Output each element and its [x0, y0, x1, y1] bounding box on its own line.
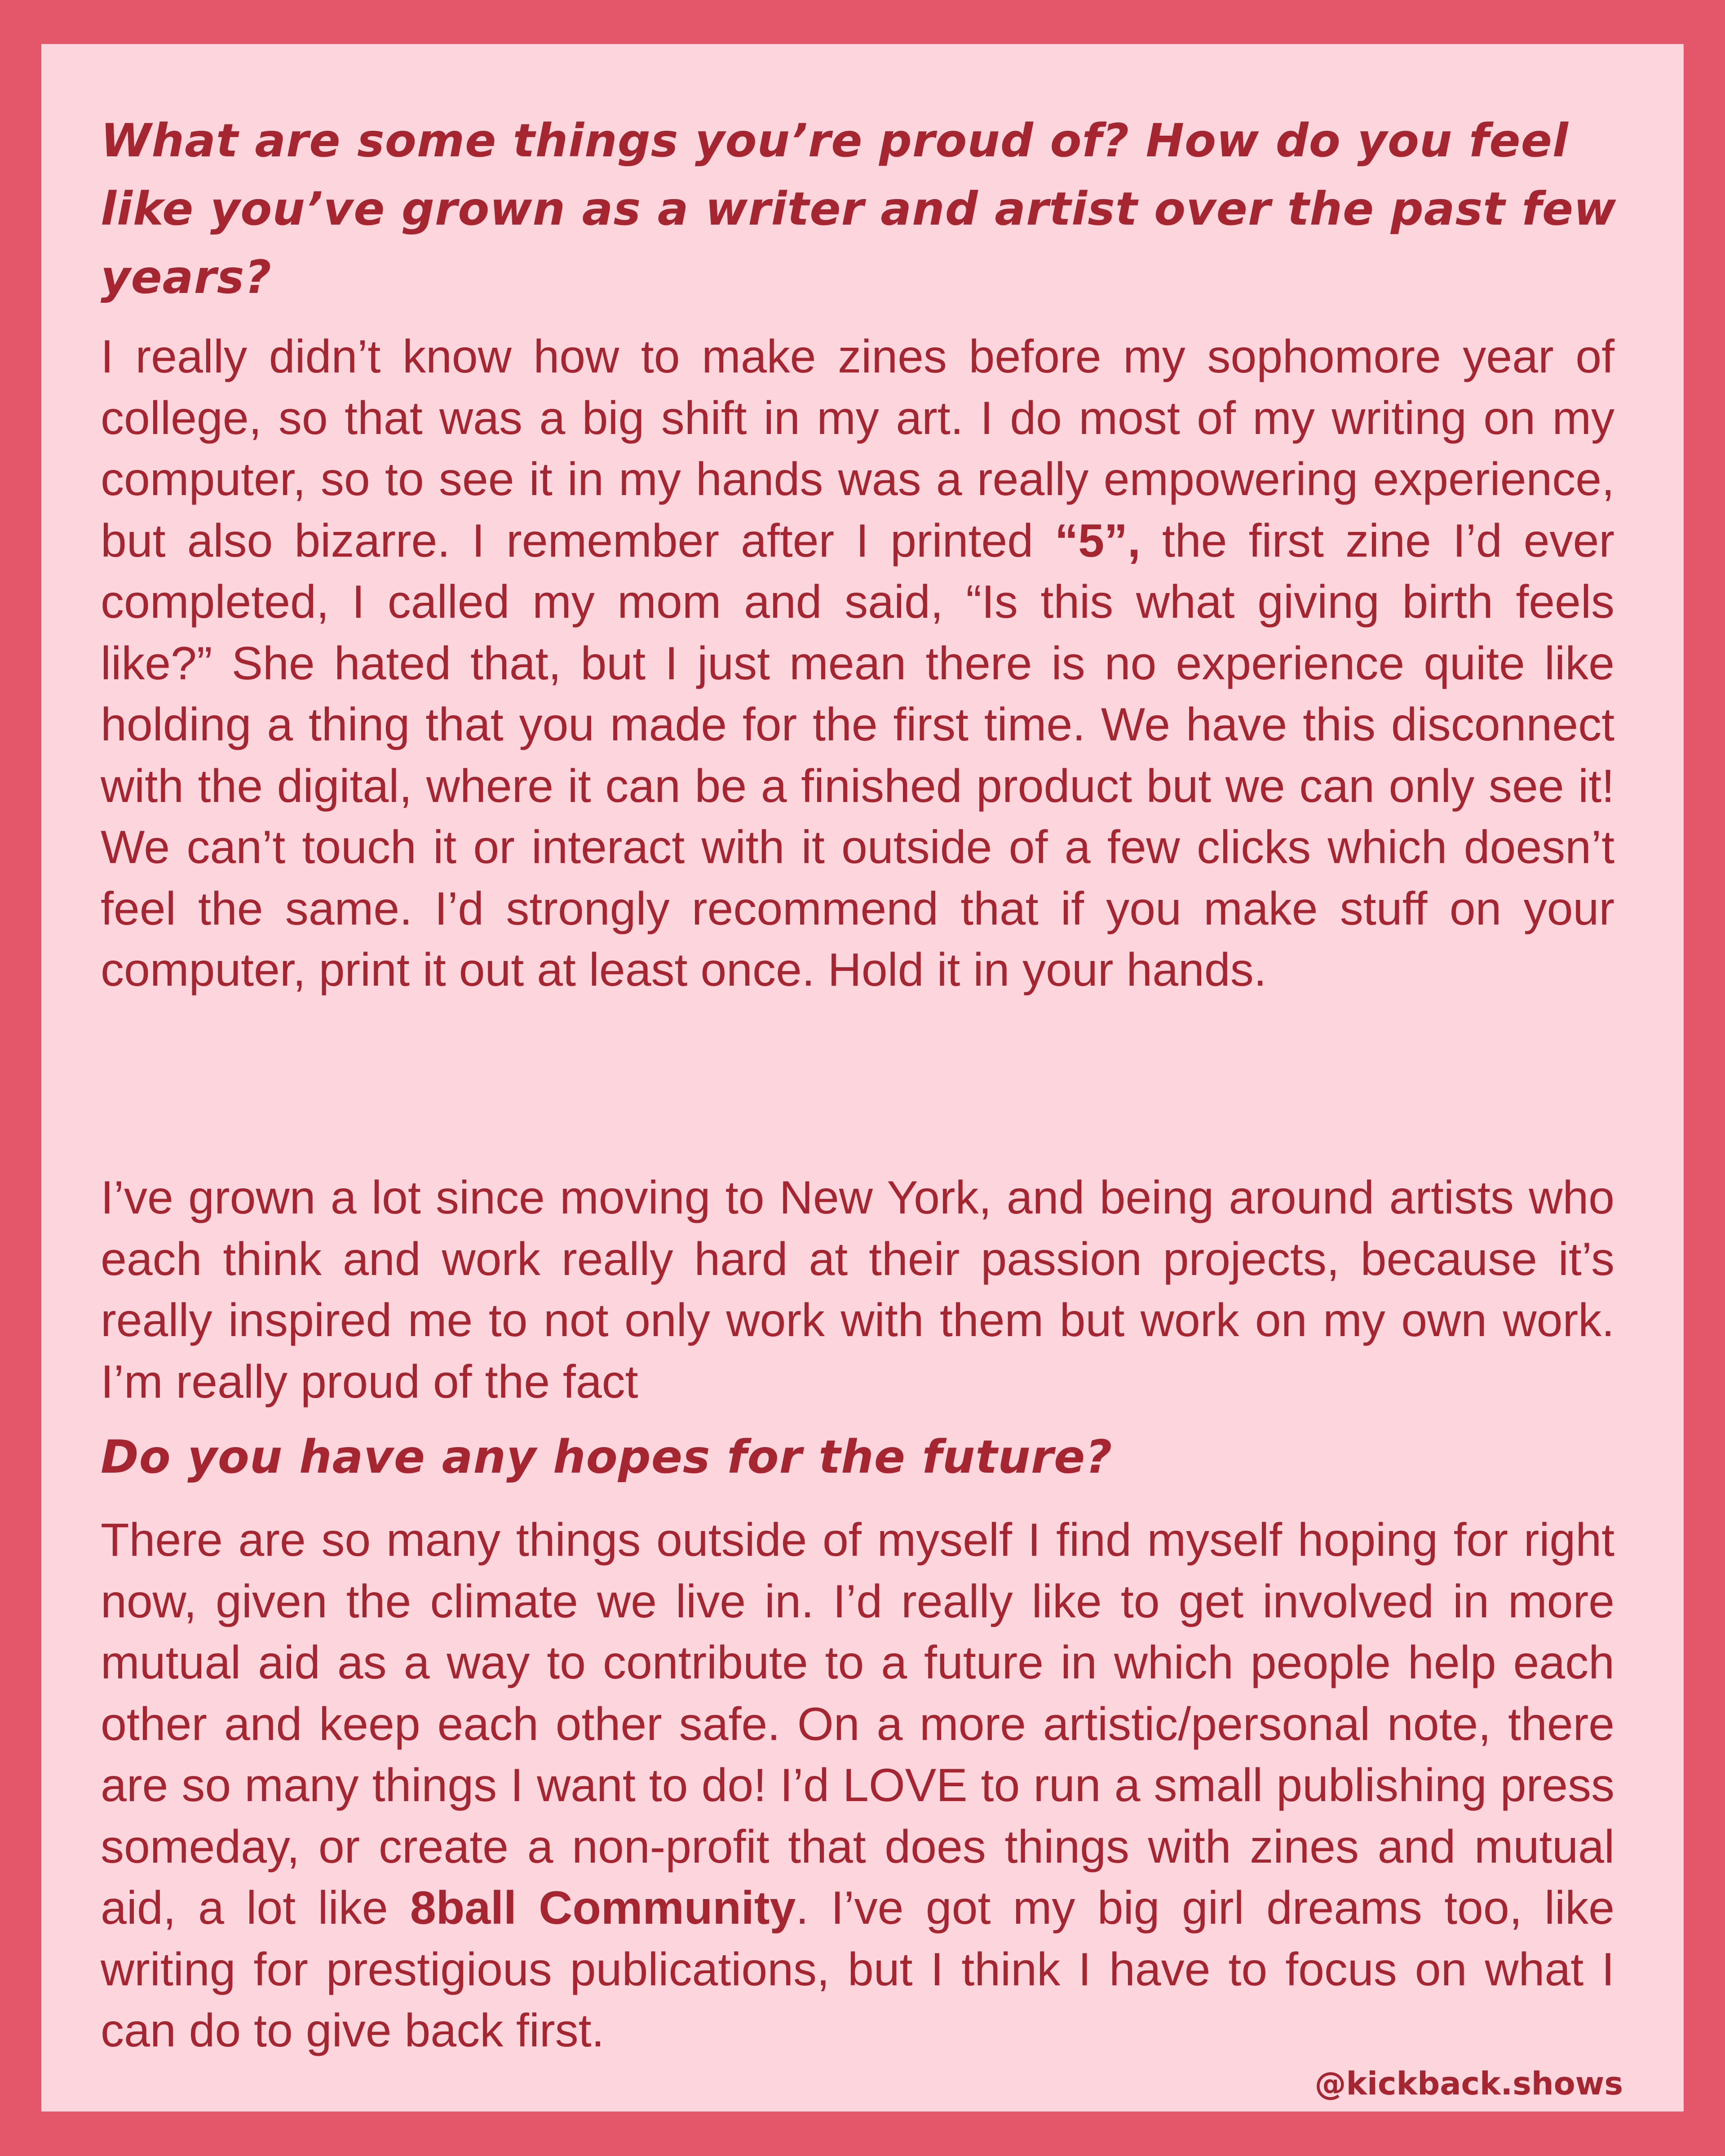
answer-paragraph-hopes: [101, 1510, 1614, 2062]
question-heading-future: Do you have any hopes for the future?: [101, 1430, 1113, 1484]
answer-text: There are so many things outside of myself I find myself hoping for right now, given the climate we live in. I’d really like to get involved in more mutual aid as a way to contribute to a future in which people help each other and keep each other safe. On a more artistic/personal note, there are so many things I want to do! I’d LOVE to run a small publishing press someday, or create a non-profit that does things with zines and mutual aid, a lot like: [101, 1514, 1614, 1934]
community-name: 8ball Community: [410, 1882, 796, 1934]
answer-text: . I’ve got my big girl dreams too, like writing for prestigious publications, but I think I have to focus on what I can do to give back first.: [101, 1882, 1615, 2057]
answer-paragraph-new-york: I’ve grown a lot since moving to New York, and being around artists who each think and work really hard at their passion projects, because it’s really inspired me to not only work with them but work on my own work. I’m really proud of the fact: [101, 1172, 1614, 1408]
question-heading-proud: What are some things you’re proud of? How do you feel like you’ve grown as a writer and artist over the past few years?: [101, 114, 1617, 304]
instagram-handle: @kickback.shows: [1314, 2065, 1623, 2102]
answer-paragraph-zines: [101, 326, 1614, 1001]
zine-title-5: “5”,: [1055, 514, 1141, 567]
answer-text: the first zine I’d ever completed, I called my mom and said, “Is this what giving birth feels like?” She hated that, but I just mean there is no experience quite like holding a thing that you made for the first time. We have this disconnect with the digital, where it can be a finished product but we can only see it! We can’t touch it or interact with it outside of a few clicks which doesn’t feel the same. I’d strongly recommend that if you make stuff on your computer, print it out at least once. Hold it in your hands.: [101, 514, 1614, 996]
content-panel: [41, 44, 1684, 2112]
answer-text: I really didn’t know how to make zines before my sophomore year of college, so that was a big shift in my art. I do most of my writing on my computer, so to see it in my hands was a really empowering experience, but also bizarre. I remember after I printed: [101, 331, 1614, 567]
